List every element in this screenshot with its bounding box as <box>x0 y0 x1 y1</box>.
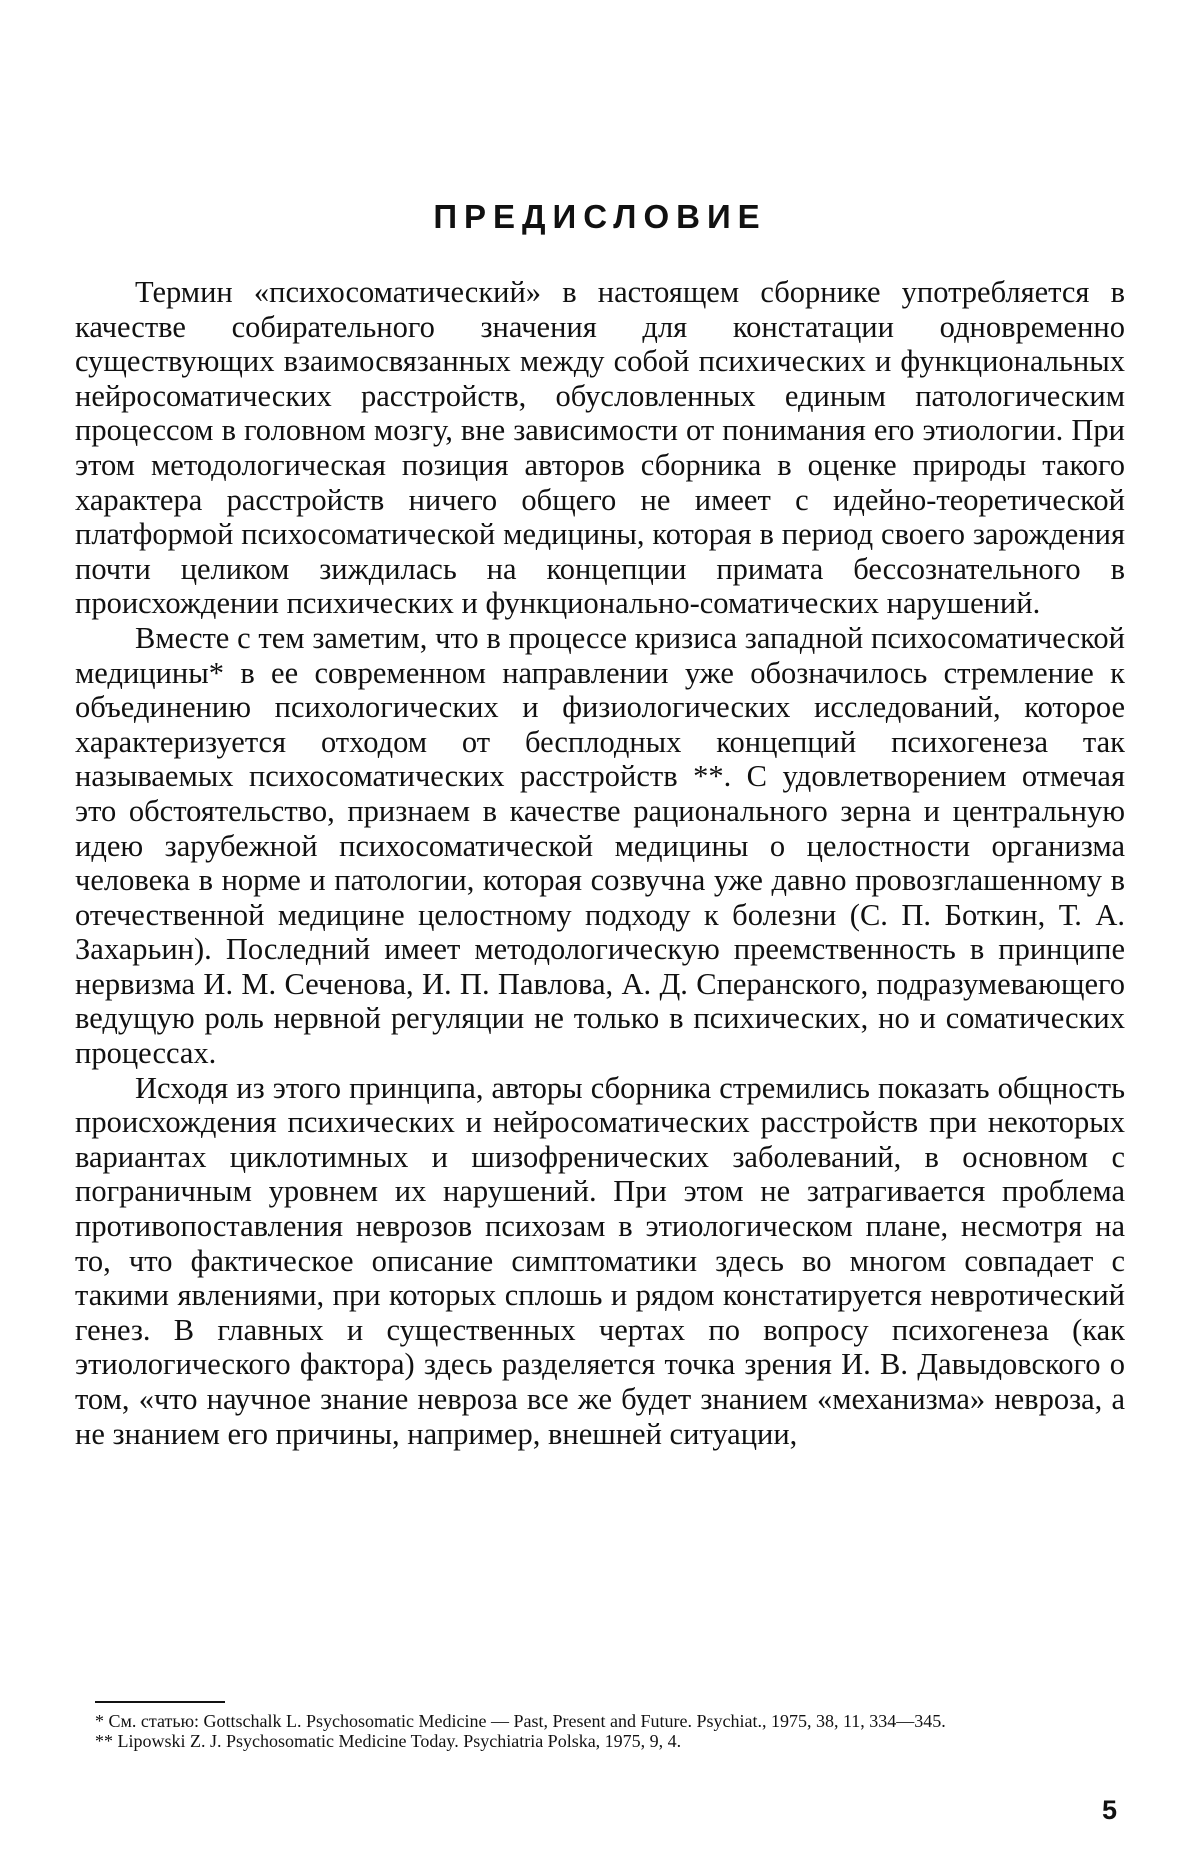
footnote-divider <box>95 1701 225 1703</box>
footnotes <box>75 1711 1125 1751</box>
footnote-1: * См. статью: Gottschalk L. Psychosomatic Medicine — Past, Present and Future. Psychiat., 1975, 38, 11, 334—345. <box>95 1711 946 1731</box>
body-text <box>75 275 1125 1451</box>
page-title: ПРЕДИСЛОВИЕ <box>433 198 767 235</box>
book-page <box>75 0 1125 1867</box>
paragraph-2: Вместе с тем заметим, что в процессе кризиса западной психосоматической медицины* в ее современном направлении уже обозначилось стремление к объединению психологических и физиологических исследований, которое характеризуется отходом от бесплодных концепций психогенеза так называемых психосоматических расстройств **. С удовлетворением отмечая это обстоятельство, признаем в качестве рационального зерна и центральную идею зарубежной психосоматической медицины о целостности организма человека в норме и патологии, которая созвучна уже давно провозглашенному в отечественной медицине целостному подходу к болезни (С. П. Боткин, Т. А. Захарьин). Последний имеет методологическую преемственность в принципе нервизма И. М. Сеченова, И. П. Павлова, А. Д. Сперанского, подразумевающего ведущую роль нервной регуляции не только в психических, но и соматических процессах. <box>75 620 1125 1071</box>
page-number: 5 <box>1101 1795 1117 1825</box>
paragraph-1: Термин «психосоматический» в настоящем сборнике употребляется в качестве собирательного значения для констатации одновременно существующих взаимосвязанных между собой психических и функциональных нейросоматических расстройств, обусловленных единым патологическим процессом в головном мозгу, вне зависимости от понимания его этиологии. При этом методологическая позиция авторов сборника в оценке природы такого характера расстройств ничего общего не имеет с идейно-теоретической платформой психосоматической медицины, которая в период своего зарождения почти целиком зиждилась на концепции примата бессознательного в происхождении психических и функционально-соматических нарушений. <box>75 275 1125 621</box>
paragraph-3: Исходя из этого принципа, авторы сборника стремились показать общность происхождения психических и нейросоматических расстройств при некоторых вариантах циклотимных и шизофренических заболеваний, в основном с пограничным уровнем их нарушений. При этом не затрагивается проблема противопоставления неврозов психозам в этиологическом плане, несмотря на то, что фактическое описание симптоматики здесь во многом совпадает с такими явлениями, при которых сплошь и рядом констатируется невротический генез. В главных и существенных чертах по вопросу психогенеза (как этиологического фактора) здесь разделяется точка зрения И. В. Давыдовского о том, «что научное знание невроза все же будет знанием «механизма» невроза, а не знанием его причины, например, внешней ситуации, <box>75 1070 1125 1451</box>
footnote-2: ** Lipowski Z. J. Psychosomatic Medicine Today. Psychiatria Polska, 1975, 9, 4. <box>95 1731 682 1751</box>
